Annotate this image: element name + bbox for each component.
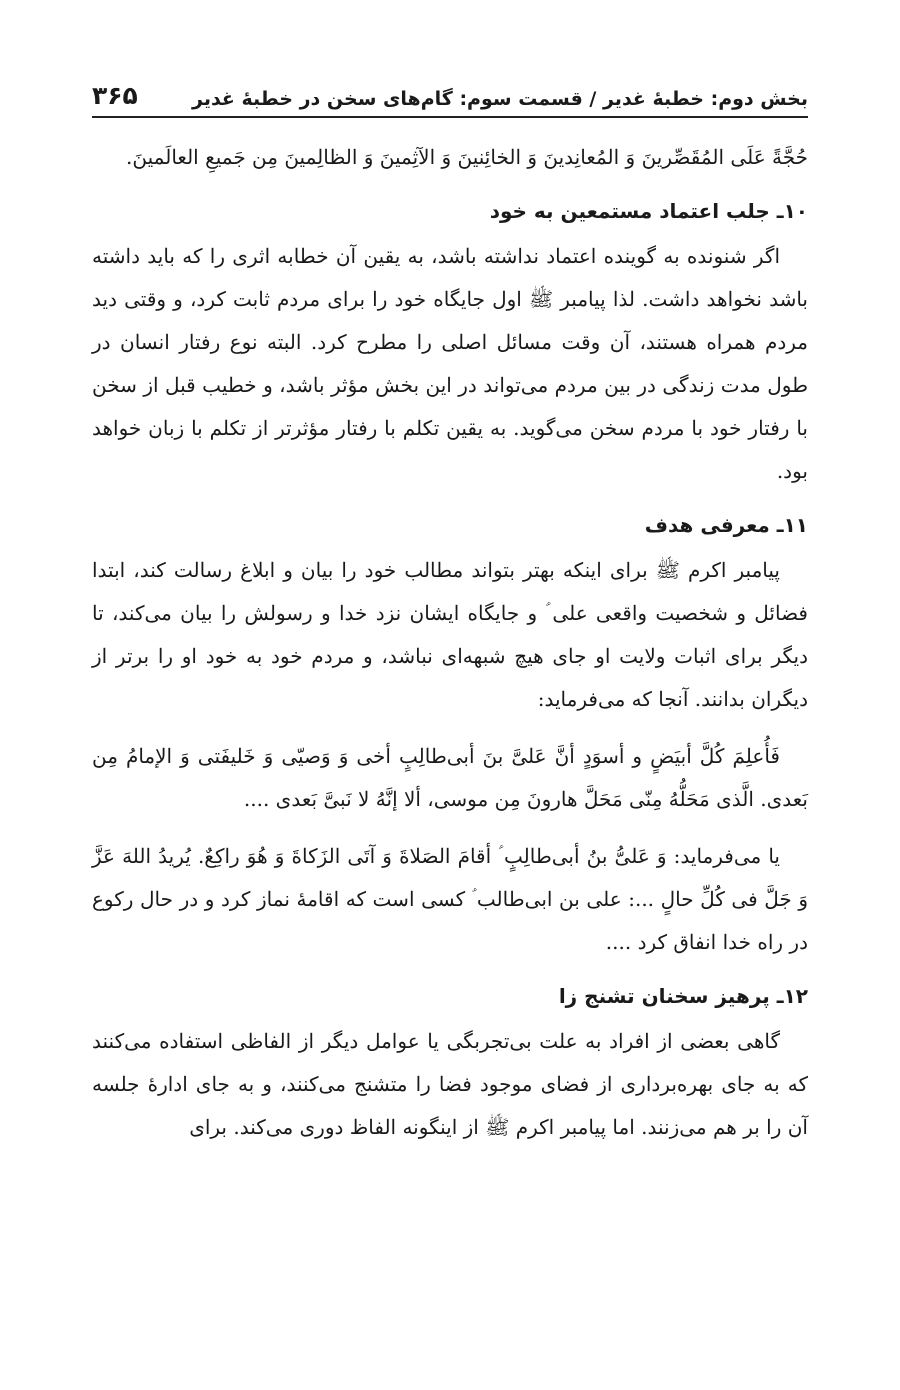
- section-11-paragraph: پیامبر اکرم ﷺ برای اینکه بهتر بتواند مطالب خود را بیان و ابلاغ رسالت کند، ابتدا فضائل و شخصیت واقعی علی ؑ و جایگاه ایشان نزد خدا و رسولش را بیان می‌کند، تا دیگر برای اثبات ولایت او جای هیچ شبهه‌ای نباشد، و مردم خود به خود او را برتر از دیگران بدانند. آنجا که می‌فرماید:: [92, 558, 808, 711]
- section-10-paragraph: اگر شنونده به گوینده اعتماد نداشته باشد، به یقین آن خطابه اثری را که باید داشته باشد نخواهد داشت. لذا پیامبر ﷺ اول جایگاه خود را برای مردم ثابت کرد، و وقتی دید مردم همراه هستند، آن وقت مسائل اصلی را مطرح کرد. البته نوع رفتار انسان در طول مدت زندگی در بین مردم می‌تواند در این بخش مؤثر باشد، و خطیب قبل از سخن با رفتار خود با مردم سخن می‌گوید. به یقین تکلم با رفتار مؤثرتر از تکلم با زبان خواهد بود.: [92, 244, 808, 483]
- section-10-heading: ۱۰ـ جلب اعتماد مستمعین به خود: [489, 199, 808, 223]
- intro-arabic-quote: حُجَّةً عَلَی المُقَصِّرینَ وَ المُعانِدینَ وَ الخائِنینَ وَ الآثِمینَ وَ الظالِمینَ مِن جَمیعِ العالَمینَ.: [126, 145, 808, 169]
- spacer: [92, 721, 808, 735]
- section-11-arabic-quote: فَأُعلِمَ کُلَّ أبیَضٍ و أسوَدٍ أنَّ عَلیَّ بنَ أبی‌طالِبٍ أخی وَ وَصیّی وَ خَلیفَتی وَ الإمامُ مِن بَعدی. الَّذی مَحَلُّهُ مِنّی مَحَلَّ هارونَ مِن موسی، ألا إنَّهُ لا نَبیَّ بَعدی ....: [92, 744, 808, 811]
- page-number: ۳۶۵: [92, 81, 138, 110]
- section-12-paragraph: گاهی بعضی از افراد به علت بی‌تجربگی یا عوامل دیگر از الفاظی استفاده می‌کنند که به جای بهره‌برداری از فضای موجود فضا را متشنج می‌کنند، و به جای ادارهٔ جلسه آن را بر هم می‌زنند. اما پیامبر اکرم ﷺ از اینگونه الفاظ دوری می‌کند. برای: [92, 1029, 808, 1139]
- section-11-heading: ۱۱ـ معرفی هدف: [644, 513, 808, 537]
- page-header: [92, 66, 808, 110]
- section-11-paragraph-2: یا می‌فرماید: وَ عَلیُّ بنُ أبی‌طالِبٍ ؑ أقامَ الصَلاةَ وَ آتَی الزَکاةَ وَ هُوَ راکِعٌ. یُریدُ اللهَ عَزَّ وَ جَلَّ فی کُلِّ حالٍ ...: علی بن ابی‌طالب ؑ کسی است که اقامهٔ نماز کرد و در حال رکوع در راه خدا انفاق کرد ....: [92, 844, 808, 954]
- running-head: بخش دوم: خطبهٔ غدیر / قسمت سوم: گام‌های سخن در خطبهٔ غدیر: [192, 88, 808, 110]
- page-body: [92, 136, 808, 1149]
- spacer: [92, 821, 808, 835]
- header-rule: [92, 116, 808, 118]
- section-12-heading: ۱۲ـ پرهیز سخنان تشنج زا: [558, 984, 808, 1008]
